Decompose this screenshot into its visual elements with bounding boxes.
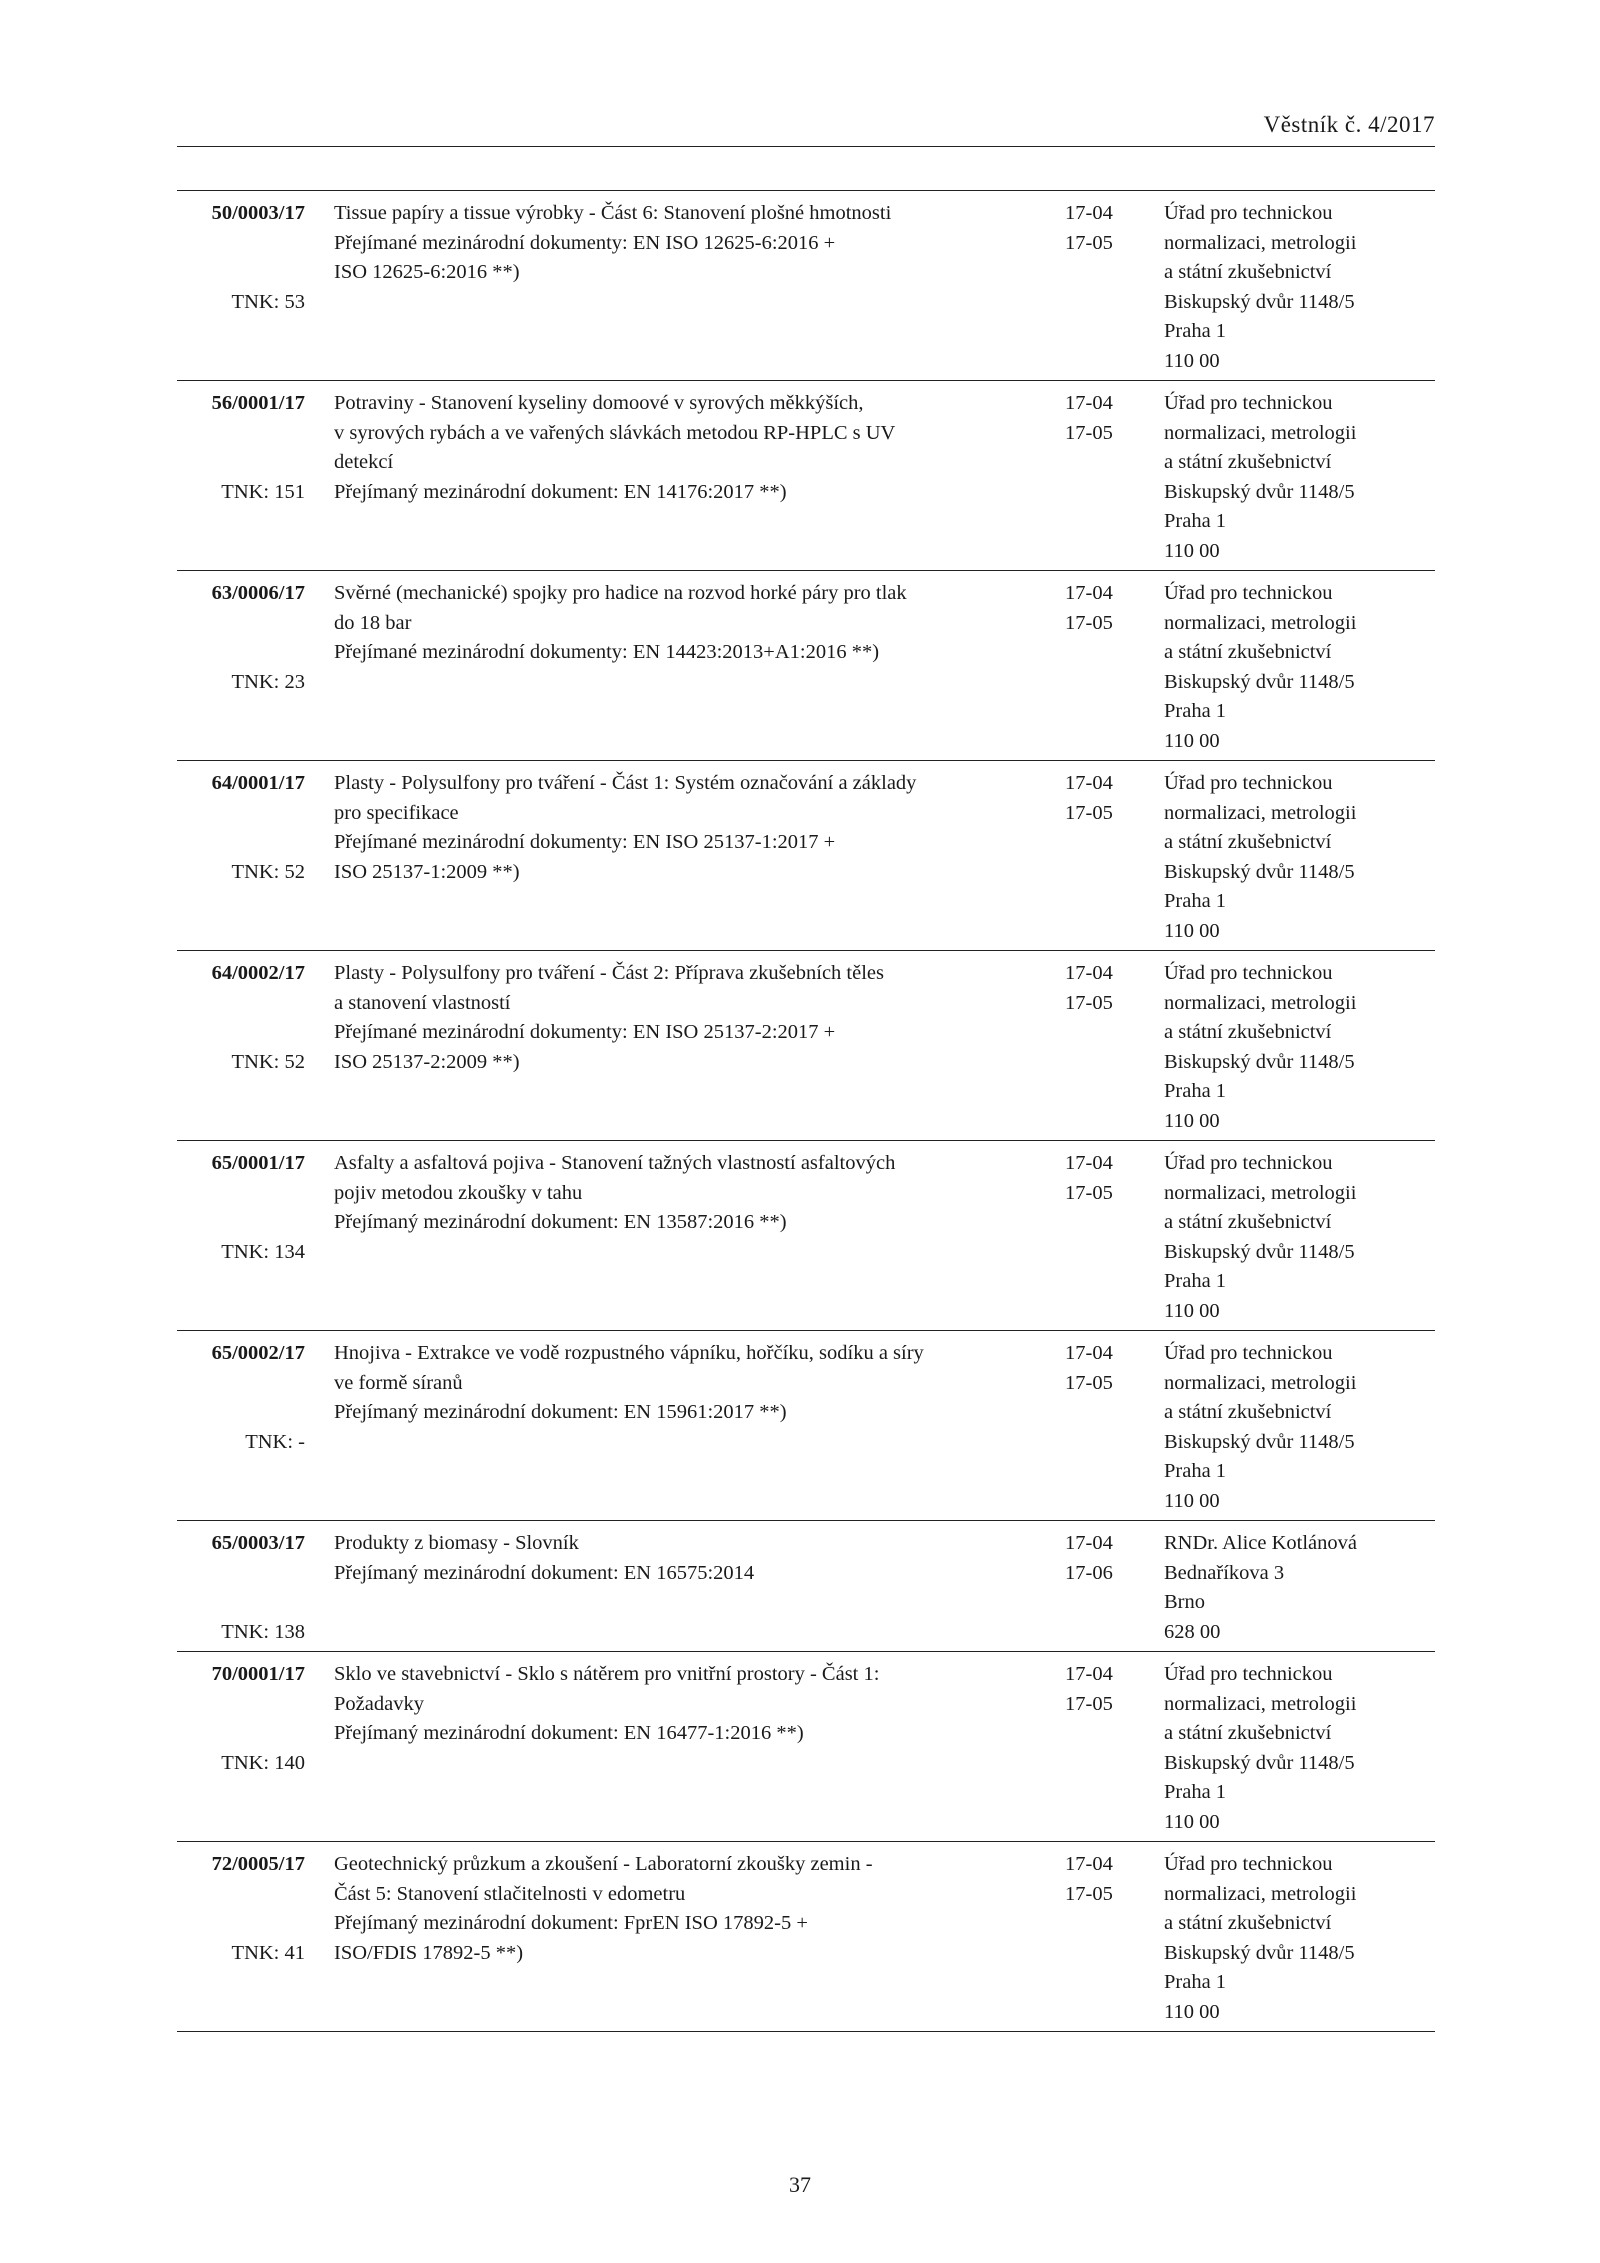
office-cell [1164, 959, 1356, 1136]
table-row [177, 1652, 1435, 1842]
date-value: 17-05 [1065, 1181, 1113, 1204]
spacer-line [334, 727, 1034, 757]
description-cell [334, 769, 1034, 946]
date-value: 17-04 [1065, 1853, 1113, 1875]
code-cell [177, 769, 305, 946]
office-address-line: normalizaci, metrologii [1164, 1181, 1357, 1204]
code-cell [177, 1339, 305, 1516]
office-address-line: 110 00 [1164, 349, 1220, 372]
office-address-line: Praha 1 [1164, 320, 1227, 342]
description-line: Plasty - Polysulfony pro tváření - Část 2: Příprava zkušebních těles [334, 962, 884, 984]
date-value: 17-06 [1065, 1561, 1113, 1584]
standard-code: 65/0001/17 [211, 1152, 305, 1174]
date-value: 17-05 [1065, 991, 1113, 1014]
spacer-line [334, 537, 1034, 567]
description-line: ve formě síranů [334, 1371, 463, 1394]
date-value: 17-04 [1065, 1663, 1113, 1685]
dates-cell [1065, 579, 1113, 638]
page-number: 37 [789, 2172, 811, 2197]
tnk-label: TNK: 140 [221, 1751, 305, 1774]
description-line: Přejímané mezinárodní dokumenty: EN ISO 12625-6:2016 + [334, 231, 836, 254]
description-cell [334, 579, 1034, 756]
spacer-line [334, 1778, 1034, 1808]
office-address-line: 110 00 [1164, 1489, 1220, 1512]
standard-code: 65/0003/17 [211, 1532, 305, 1554]
office-address-line: Biskupský dvůr 1148/5 [1164, 1050, 1355, 1073]
date-value: 17-04 [1065, 582, 1113, 604]
spacer-line [334, 1428, 1034, 1458]
description-line: Přejímaný mezinárodní dokument: EN 16477-1:2016 **) [334, 1722, 804, 1744]
office-cell [1164, 579, 1356, 756]
office-address-line: 110 00 [1164, 729, 1220, 752]
table-row [177, 1521, 1435, 1652]
table-row [177, 1141, 1435, 1331]
office-address-line: a státní zkušebnictví [1164, 641, 1332, 663]
description-line: a stanovení vlastností [334, 991, 511, 1014]
office-address-line: normalizaci, metrologii [1164, 1371, 1357, 1394]
description-cell [334, 1850, 1034, 2027]
description-line: Hnojiva - Extrakce ve vodě rozpustného vápníku, hořčíku, sodíku a síry [334, 1342, 924, 1364]
journal-title: Věstník č. 4/2017 [1263, 112, 1435, 137]
dates-cell [1065, 1529, 1113, 1588]
standard-code: 64/0002/17 [211, 962, 305, 984]
office-address-line: Bednaříkova 3 [1164, 1561, 1285, 1584]
dates-cell [1065, 1850, 1113, 1909]
spacer-line [334, 887, 1034, 917]
header-rule [177, 146, 1435, 147]
tnk-label: TNK: 138 [221, 1620, 305, 1643]
description-line: pro specifikace [334, 801, 459, 824]
office-address-line: 110 00 [1164, 919, 1220, 942]
date-value: 17-04 [1065, 962, 1113, 984]
spacer-line [334, 1487, 1034, 1517]
dates-cell [1065, 1149, 1113, 1208]
description-line: Přejímaný mezinárodní dokument: FprEN ISO 17892-5 + [334, 1912, 808, 1934]
office-address-line: Úřad pro technickou [1164, 1663, 1333, 1685]
code-cell [177, 389, 305, 566]
office-address-line: a státní zkušebnictví [1164, 1401, 1332, 1423]
office-address-line: Biskupský dvůr 1148/5 [1164, 860, 1355, 883]
office-address-line: RNDr. Alice Kotlánová [1164, 1532, 1358, 1554]
office-address-line: Biskupský dvůr 1148/5 [1164, 1430, 1355, 1453]
description-line: Přejímaný mezinárodní dokument: EN 13587:2016 **) [334, 1211, 787, 1233]
office-address-line: Praha 1 [1164, 890, 1227, 912]
office-address-line: 628 00 [1164, 1620, 1221, 1643]
office-cell [1164, 1339, 1356, 1516]
standard-code: 70/0001/17 [211, 1663, 305, 1685]
description-cell [334, 1660, 1034, 1837]
description-line: Přejímané mezinárodní dokumenty: EN ISO 25137-1:2017 + [334, 831, 836, 853]
date-value: 17-04 [1065, 202, 1113, 224]
office-address-line: Praha 1 [1164, 1080, 1227, 1102]
description-line: ISO/FDIS 17892-5 **) [334, 1941, 524, 1964]
office-address-line: Praha 1 [1164, 1460, 1227, 1482]
dates-cell [1065, 1660, 1113, 1719]
tnk-label: TNK: 52 [231, 860, 305, 883]
dates-cell [1065, 959, 1113, 1018]
description-line: Potraviny - Stanovení kyseliny domoové v syrových měkkýších, [334, 392, 864, 414]
office-cell [1164, 199, 1356, 376]
office-address-line: normalizaci, metrologii [1164, 991, 1357, 1014]
office-address-line: Úřad pro technickou [1164, 392, 1333, 414]
standard-code: 63/0006/17 [211, 582, 305, 604]
office-address-line: Biskupský dvůr 1148/5 [1164, 1941, 1355, 1964]
tnk-label: TNK: 134 [221, 1240, 305, 1263]
office-address-line: Úřad pro technickou [1164, 582, 1333, 604]
spacer-line [334, 1297, 1034, 1327]
tnk-label: TNK: 52 [231, 1050, 305, 1073]
spacer-line [334, 347, 1034, 377]
description-cell [334, 959, 1034, 1136]
office-address-line: Úřad pro technickou [1164, 1342, 1333, 1364]
office-cell [1164, 1529, 1357, 1647]
date-value: 17-05 [1065, 1371, 1113, 1394]
tnk-label: TNK: 23 [231, 670, 305, 693]
code-cell [177, 579, 305, 756]
date-value: 17-04 [1065, 772, 1113, 794]
office-address-line: 110 00 [1164, 1109, 1220, 1132]
office-cell [1164, 1850, 1356, 2027]
office-address-line: 110 00 [1164, 1810, 1220, 1833]
table-row [177, 1331, 1435, 1521]
description-line: Sklo ve stavebnictví - Sklo s nátěrem pro vnitřní prostory - Část 1: [334, 1663, 880, 1685]
office-address-line: Biskupský dvůr 1148/5 [1164, 290, 1355, 313]
description-cell [334, 1529, 1034, 1647]
office-address-line: a státní zkušebnictví [1164, 451, 1332, 473]
office-address-line: normalizaci, metrologii [1164, 801, 1357, 824]
dates-cell [1065, 389, 1113, 448]
table-row [177, 761, 1435, 951]
office-address-line: Biskupský dvůr 1148/5 [1164, 670, 1355, 693]
office-address-line: 110 00 [1164, 539, 1220, 562]
office-address-line: Úřad pro technickou [1164, 772, 1333, 794]
date-value: 17-05 [1065, 611, 1113, 634]
office-address-line: a státní zkušebnictví [1164, 1912, 1332, 1934]
office-address-line: a státní zkušebnictví [1164, 1211, 1332, 1233]
dates-cell [1065, 769, 1113, 828]
spacer-line [334, 1618, 1034, 1648]
office-address-line: Praha 1 [1164, 1971, 1227, 1993]
date-value: 17-05 [1065, 801, 1113, 824]
description-line: Přejímaný mezinárodní dokument: EN 15961:2017 **) [334, 1401, 787, 1423]
description-line: ISO 25137-1:2009 **) [334, 860, 520, 883]
description-line: ISO 12625-6:2016 **) [334, 261, 520, 283]
code-cell [177, 1149, 305, 1326]
description-cell [334, 389, 1034, 566]
standard-code: 50/0003/17 [211, 202, 305, 224]
description-line: Geotechnický průzkum a zkoušení - Laboratorní zkoušky zemin - [334, 1853, 873, 1875]
spacer-line [334, 668, 1034, 698]
office-address-line: Biskupský dvůr 1148/5 [1164, 1751, 1355, 1774]
office-address-line: a státní zkušebnictví [1164, 1722, 1332, 1744]
office-address-line: Úřad pro technickou [1164, 202, 1333, 224]
tnk-label: TNK: 53 [231, 290, 305, 313]
office-address-line: Biskupský dvůr 1148/5 [1164, 480, 1355, 503]
date-value: 17-05 [1065, 1692, 1113, 1715]
description-line: Svěrné (mechanické) spojky pro hadice na rozvod horké páry pro tlak [334, 582, 907, 604]
spacer-line [334, 1457, 1034, 1487]
tnk-label: TNK: 41 [231, 1941, 305, 1964]
office-cell [1164, 769, 1356, 946]
office-address-line: Praha 1 [1164, 700, 1227, 722]
spacer-line [334, 507, 1034, 537]
tnk-label: TNK: 151 [221, 480, 305, 503]
office-cell [1164, 389, 1356, 566]
tnk-label: TNK: - [245, 1430, 305, 1453]
office-cell [1164, 1149, 1356, 1326]
description-line: Asfalty a asfaltová pojiva - Stanovení tažných vlastností asfaltových [334, 1152, 896, 1174]
table-row [177, 571, 1435, 761]
code-cell [177, 959, 305, 1136]
spacer-line [334, 1998, 1034, 2028]
office-address-line: a státní zkušebnictví [1164, 831, 1332, 853]
office-address-line: Brno [1164, 1591, 1205, 1613]
office-address-line: a státní zkušebnictví [1164, 1021, 1332, 1043]
spacer-line [334, 917, 1034, 947]
date-value: 17-04 [1065, 1532, 1113, 1554]
spacer-line [334, 1808, 1034, 1838]
office-address-line: 110 00 [1164, 1299, 1220, 1322]
description-line: pojiv metodou zkoušky v tahu [334, 1181, 583, 1204]
spacer-line [334, 1749, 1034, 1779]
office-address-line: a státní zkušebnictví [1164, 261, 1332, 283]
office-address-line: Praha 1 [1164, 1781, 1227, 1803]
table-row [177, 1842, 1435, 2032]
description-line: Požadavky [334, 1692, 424, 1715]
dates-cell [1065, 199, 1113, 258]
description-line: Plasty - Polysulfony pro tváření - Část 1: Systém označování a základy [334, 772, 917, 794]
office-cell [1164, 1660, 1356, 1837]
spacer-line [334, 1238, 1034, 1268]
description-cell [334, 1149, 1034, 1326]
description-line: Přejímané mezinárodní dokumenty: EN 14423:2013+A1:2016 **) [334, 641, 880, 663]
description-line: Produkty z biomasy - Slovník [334, 1532, 579, 1554]
standards-table [177, 190, 1435, 2032]
code-cell [177, 1529, 305, 1647]
office-address-line: normalizaci, metrologii [1164, 611, 1357, 634]
dates-cell [1065, 1339, 1113, 1398]
standard-code: 64/0001/17 [211, 772, 305, 794]
standard-code: 65/0002/17 [211, 1342, 305, 1364]
spacer-line [334, 697, 1034, 727]
office-address-line: normalizaci, metrologii [1164, 1692, 1357, 1715]
code-cell [177, 1850, 305, 2027]
description-line: Část 5: Stanovení stlačitelnosti v edometru [334, 1882, 686, 1905]
date-value: 17-05 [1065, 231, 1113, 254]
table-row [177, 191, 1435, 381]
office-address-line: Úřad pro technickou [1164, 1853, 1333, 1875]
standard-code: 72/0005/17 [211, 1853, 305, 1875]
spacer-line [334, 1077, 1034, 1107]
spacer-line [334, 1968, 1034, 1998]
description-line: Přejímaný mezinárodní dokument: EN 14176:2017 **) [334, 480, 787, 503]
office-address-line: Biskupský dvůr 1148/5 [1164, 1240, 1355, 1263]
office-address-line: normalizaci, metrologii [1164, 1882, 1357, 1905]
spacer-line [334, 1107, 1034, 1137]
description-cell [334, 1339, 1034, 1516]
description-cell [334, 199, 1034, 376]
code-cell [177, 199, 305, 376]
spacer-line [334, 1267, 1034, 1297]
description-line: v syrových rybách a ve vařených slávkách metodou RP-HPLC s UV [334, 421, 896, 444]
office-address-line: Úřad pro technickou [1164, 1152, 1333, 1174]
spacer-line [334, 317, 1034, 347]
description-line: ISO 25137-2:2009 **) [334, 1050, 520, 1073]
date-value: 17-04 [1065, 1342, 1113, 1364]
date-value: 17-04 [1065, 392, 1113, 414]
table-row [177, 951, 1435, 1141]
date-value: 17-05 [1065, 421, 1113, 444]
description-line: do 18 bar [334, 611, 412, 634]
standard-code: 56/0001/17 [211, 392, 305, 414]
description-line: Tissue papíry a tissue výrobky - Část 6: Stanovení plošné hmotnosti [334, 202, 892, 224]
date-value: 17-04 [1065, 1152, 1113, 1174]
code-cell [177, 1660, 305, 1837]
office-address-line: Praha 1 [1164, 1270, 1227, 1292]
office-address-line: Úřad pro technickou [1164, 962, 1333, 984]
spacer-line [334, 1588, 1034, 1618]
table-row [177, 381, 1435, 571]
date-value: 17-05 [1065, 1882, 1113, 1905]
office-address-line: 110 00 [1164, 2000, 1220, 2023]
office-address-line: normalizaci, metrologii [1164, 231, 1357, 254]
office-address-line: Praha 1 [1164, 510, 1227, 532]
description-line: Přejímaný mezinárodní dokument: EN 16575:2014 [334, 1561, 755, 1584]
office-address-line: normalizaci, metrologii [1164, 421, 1357, 444]
spacer-line [334, 288, 1034, 318]
description-line: Přejímané mezinárodní dokumenty: EN ISO 25137-2:2017 + [334, 1021, 836, 1043]
description-line: detekcí [334, 451, 394, 473]
